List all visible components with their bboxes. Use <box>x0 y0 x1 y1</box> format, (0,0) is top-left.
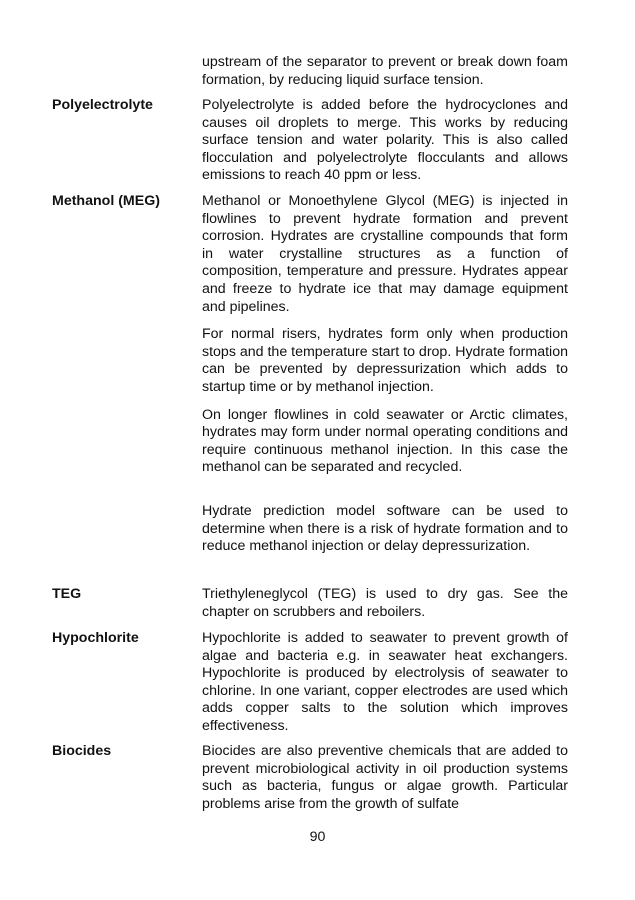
definition-paragraph: Biocides are also preventive chemicals that are added to prevent microbiological activity in oil production systems such as bacteria, fungus or algae growth. Particular problems arise from the growth of sulfate <box>202 743 568 812</box>
definition-paragraph: Hypochlorite is added to seawater to prevent growth of algae and bacteria e.g. in seawater heat exchangers. Hypochlorite is produced by electrolysis of seawater to chlorine. In one variant, copper electrodes are used which adds copper salts to the solution which improves effectiveness. <box>202 630 568 734</box>
definition-paragraph: Methanol or Monoethylene Glycol (MEG) is injected in flowlines to prevent hydrate formation and prevent corrosion. Hydrates are crystalline compounds that form in water crystalline structures as a function of composition, temperature and pressure. Hydrates appear and freeze to hydrate ice that may damage equipment and pipelines. <box>202 193 568 315</box>
continuation-text: upstream of the separator to prevent or break down foam formation, by reducing liquid surface tension. <box>202 54 568 88</box>
definition-paragraph: Triethyleneglycol (TEG) is used to dry gas. See the chapter on scrubbers and reboilers. <box>202 586 568 620</box>
entry-term: Hypochlorite <box>52 630 139 646</box>
definition-paragraph: Polyelectrolyte is added before the hydrocyclones and causes oil droplets to merge. This works by reducing surface tension and water polarity. This is also called flocculation and polyelectrolyte flocculants and allows emissions to reach 40 ppm or less. <box>202 97 568 184</box>
page-number: 90 <box>309 829 326 845</box>
entry-definition <box>202 743 568 813</box>
entry-term: Methanol (MEG) <box>52 193 160 209</box>
definition-paragraph: Hydrate prediction model software can be used to determine when there is a risk of hydrate formation and to reduce methanol injection or delay depressurization. <box>202 502 568 555</box>
entry-term: Polyelectrolyte <box>52 97 153 113</box>
entry-term: Biocides <box>52 743 112 759</box>
entry-definition <box>202 586 568 621</box>
definition-paragraph: On longer flowlines in cold seawater or Arctic climates, hydrates may form under normal operating conditions and require continuous methanol injection. In this case the methanol can be separated and recycled. <box>202 406 568 476</box>
entry-definition <box>202 97 568 185</box>
definition-paragraph: For normal risers, hydrates form only when production stops and the temperature start to drop. Hydrate formation can be prevented by depressurization which adds to startup time or by methanol injection. <box>202 326 568 395</box>
entry-definition <box>202 630 568 736</box>
entry-definition <box>202 193 568 556</box>
entry-term: TEG <box>52 586 82 602</box>
